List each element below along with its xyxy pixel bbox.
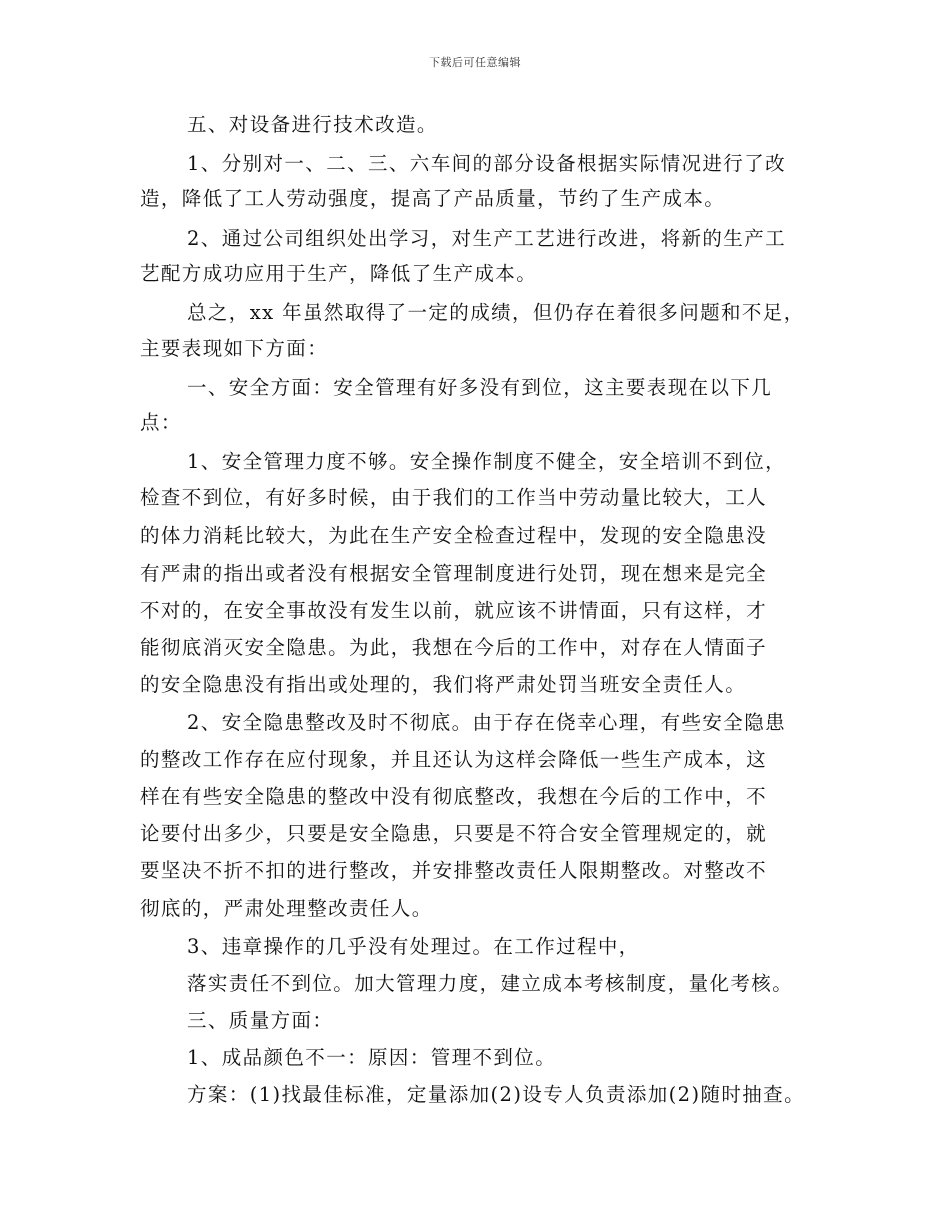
text-line: 1、成品颜色不一：原因：管理不到位。 [187,1046,557,1069]
text-line: 3、违章操作的几乎没有处理过。在工作过程中， [187,935,640,958]
text-line: 的整改工作存在应付现象，并且还认为这样会降低一些生产成本，这 [140,748,768,771]
text-line: 落实责任不到位。加大管理力度，建立成本考核制度，量化考核。 [187,972,794,995]
text-line: 能彻底消灭安全隐患。为此，我想在今后的工作中，对存在人情面子 [140,636,768,659]
text-line: 造，降低了工人劳动强度，提高了产品质量，节约了生产成本。 [140,187,726,210]
text-line: 样在有些安全隐患的整改中没有彻底整改，我想在今后的工作中，不 [140,785,768,808]
text-line: 不对的，在安全事故没有发生以前，就应该不讲情面，只有这样，才 [140,599,768,622]
page-header: 下载后可任意编辑 [429,56,521,69]
text-line: 彻底的，严肃处理整改责任人。 [140,897,433,920]
text-line: 1、分别对一、二、三、六车间的部分设备根据实际情况进行了改 [187,152,787,175]
text-line: 主要表现如下方面： [140,337,329,360]
text-line: 三、质量方面： [187,1009,334,1032]
text-line: 论要付出多少，只要是安全隐患，只要是不符合安全管理规定的，就 [140,822,768,845]
text-line: 的体力消耗比较大，为此在生产安全检查过程中，发现的安全隐患没 [140,524,768,547]
text-line: 点： [140,411,182,434]
text-line: 五、对设备进行技术改造。 [187,113,438,136]
text-line: 有严肃的指出或者没有根据安全管理制度进行处罚，现在想来是完全 [140,562,768,585]
text-line: 总之，xx 年虽然取得了一定的成绩，但仍存在着很多问题和不足， [187,301,805,324]
text-line: 2、安全隐患整改及时不彻底。由于存在侥幸心理，有些安全隐患 [187,711,787,734]
text-line: 检查不到位，有好多时候，由于我们的工作当中劳动量比较大，工人 [140,486,768,509]
text-line: 的安全隐患没有指出或处理的，我们将严肃处罚当班安全责任人。 [140,673,747,696]
text-line: 方案：(1)找最佳标准，定量添加(2)设专人负责添加(2)随时抽查。 [187,1083,805,1106]
text-line: 一、安全方面：安全管理有好多没有到位，这主要表现在以下几 [187,376,773,399]
text-line: 2、通过公司组织处出学习，对生产工艺进行改进，将新的生产工 [187,227,787,250]
text-line: 要坚决不折不扣的进行整改，并安排整改责任人限期整改。对整改不 [140,859,768,882]
text-line: 1、安全管理力度不够。安全操作制度不健全，安全培训不到位， [187,450,787,473]
text-line: 艺配方成功应用于生产，降低了生产成本。 [140,262,538,285]
